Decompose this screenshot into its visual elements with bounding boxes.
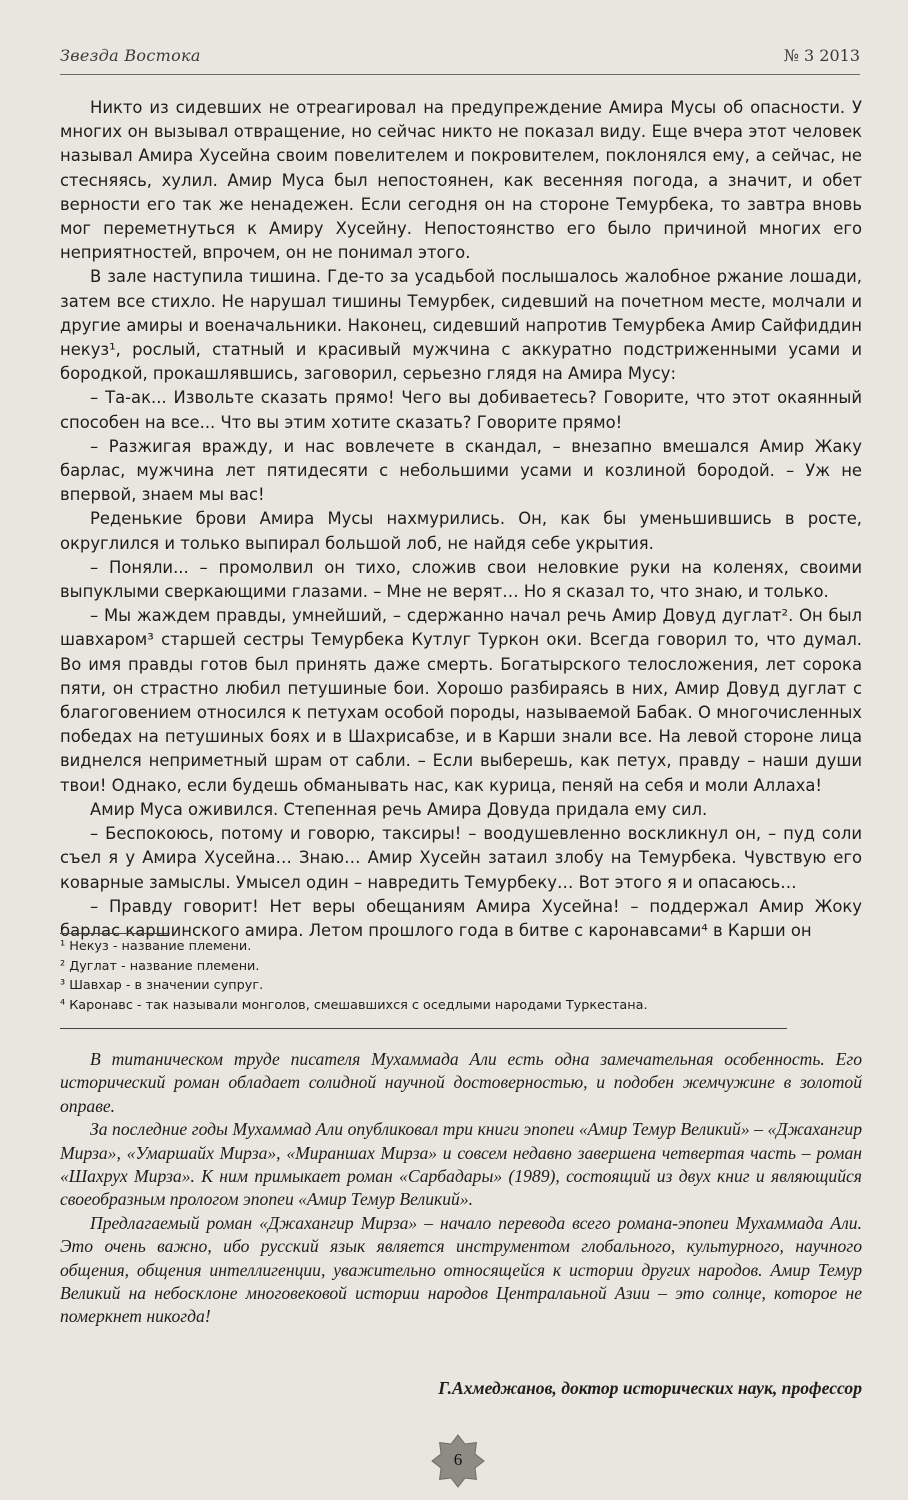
paragraph: Реденькие брови Амира Мусы нахмурились. Он, как бы уменьшившись в росте, округлился и только выпирал большой лоб, не найдя себе укрытия. [60, 509, 862, 553]
preface-paragraph: В титаническом труде писателя Мухаммада Али есть одна замечательная особенность. Его исторический роман обладает солидной научной достоверностью, и подобен жемчужине в золотой оправе. [60, 1049, 862, 1116]
header-rule [60, 74, 860, 75]
editorial-preface [60, 1048, 862, 1329]
paragraph: Никто из сидевших не отреагировал на предупреждение Амира Мусы об опасности. У многих он вызывал отвращение, но сейчас никто не показал виду. Еще вчера этот человек называл Амира Хусейна своим повелителем и покровителем, поклонялся ему, а сейчас, не стесняясь, хулил. Амир Муса был непостоянен, как весенняя погода, а значит, и обет верности его так же ненадежен. Если сегодня он на стороне Темурбека, то завтра вновь мог переметнуться к Амиру Хусейну. Непостоянство его было причиной многих его неприятностей, впрочем, он не понимал этого. [60, 98, 862, 263]
paragraph: В зале наступила тишина. Где-то за усадьбой послышалось жалобное ржание лошади, затем все стихло. Не нарушал тишины Темурбек, сидевший на почетном месте, молчали и другие амиры и военачальники. Наконец, сидевший напротив Темурбека Амир Сайфиддин некуз¹, рослый, статный и красивый мужчина с аккуратно подстриженными усами и бородкой, прокашлявшись, заговорил, серьезно глядя на Амира Мусу: [60, 267, 862, 384]
paragraph: – Беспокоюсь, потому и говорю, таксиры! – воодушевленно воскликнул он, – пуд соли съел я у Амира Хусейна… Знаю… Амир Хусейн затаил злобу на Темурбека. Чувствую его коварные замыслы. Умысел один – навредить Темурбеку… Вот этого я и опасаюсь… [60, 824, 862, 892]
preface-paragraph: За последние годы Мухаммад Али опубликовал три книги эпопеи «Амир Темур Великий» – «Джахангир Мирза», «Умаршайх Мирза», «Мираншах Мирза» и совсем недавно завершена четвертая часть – роман «Шахрух Мирза». К ним примыкает роман «Сарбадары» (1989), состоящий из двух книг и являющийся своеобразным прологом эпопеи «Амир Темур Великий». [60, 1119, 862, 1210]
preface-paragraph: Предлагаемый роман «Джахангир Мирза» – начало перевода всего романа-эпопеи Мухаммада Али. Это очень важно, ибо русский язык является инструментом глобального, культурного, научного общения, общения интеллигенции, уважительно относящейся к истории других народов. Амир Темур Великий на небосклоне многовековой истории народов Централаьной Азии – это солнце, которое не померкнет никогда! [60, 1212, 862, 1327]
page-number-badge [431, 1434, 485, 1488]
footnotes [60, 937, 820, 1015]
paragraph: – Правду говорит! Нет веры обещаниям Амира Хусейна! – поддержал Амир Жоку барлас каршинского амира. Летом прошлого года в битве с каронавсами⁴ в Карши он [60, 896, 862, 940]
section-divider [60, 1028, 787, 1029]
journal-title: Звезда Востока [60, 46, 201, 65]
paragraph: – Та-ак... Извольте сказать прямо! Чего вы добиваетесь? Говорите, что этот окаянный способен на все... Что вы этим хотите сказать? Говорите прямо! [60, 388, 862, 432]
footnote-separator [60, 933, 170, 934]
page-number: 6 [453, 1450, 463, 1469]
footnote: ⁴ Каронавс - так называли монголов, смешавшихся с оседлыми народами Туркестана. [60, 997, 648, 1013]
paragraph: – Мы жаждем правды, умнейший, – сдержанно начал речь Амир Довуд дуглат². Он был шавхаром³ старшей сестры Темурбека Кутлуг Туркон оки. Всегда говорил то, что думал. Во имя правды готов был принять даже смерть. Богатырского телосложения, лет сорока пяти, он страстно любил петушиные бои. Хорошо разбираясь в них, Амир Довуд дуглат с благоговением относился к петухам особой породы, называемой Бабак. О многочисленных победах на петушиных боях и в Шахрисабзе, и в Карши знали все. На левой стороне лица виднелся неприметный шрам от сабли. – Если выберешь, как петух, правду – наши души твои! Однако, если будешь обманывать нас, как курица, пеняй на себя и моли Аллаха! [60, 606, 862, 795]
footnote: ¹ Некуз - название племени. [60, 939, 252, 954]
novel-text [60, 96, 862, 943]
footnote: ³ Шавхар - в значении супруг. [60, 978, 264, 994]
running-header [60, 40, 860, 70]
paragraph: Амир Муса оживился. Степенная речь Амира Довуда придала ему сил. [90, 799, 708, 819]
author-signature: Г.Ахмеджанов, доктор исторических наук, профессор [438, 1378, 862, 1398]
paragraph: – Поняли... – промолвил он тихо, сложив свои неловкие руки на коленях, своими выпуклыми сверкающими глазами. – Мне не верят… Но я сказал то, что знаю, и только. [60, 557, 862, 602]
paragraph: – Разжигая вражду, и нас вовлечете в скандал, – внезапно вмешался Амир Жаку барлас, мужчина лет пятидесяти с небольшими усами и козлиной бородой. – Уж не впервой, знаем мы вас! [60, 436, 862, 505]
issue-number: № 3 2013 [783, 46, 860, 65]
footnote: ² Дуглат - название племени. [60, 958, 260, 974]
